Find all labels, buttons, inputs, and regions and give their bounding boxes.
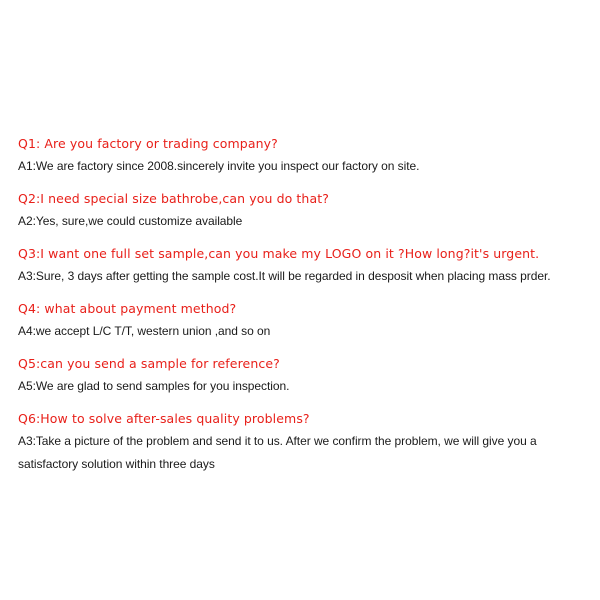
faq-question: Q4: what about payment method?: [18, 301, 237, 316]
faq-question: Q5:can you send a sample for reference?: [18, 356, 280, 371]
faq-item-q2: [18, 188, 588, 233]
faq-item-q1: [18, 133, 588, 178]
faq-answer: A3:Sure, 3 days after getting the sample cost.It will be regarded in desposit when placing mass prder.: [18, 269, 551, 283]
faq-question: Q3:I want one full set sample,can you make my LOGO on it ?How long?it's urgent.: [18, 246, 540, 261]
faq-answer: A4:we accept L/C T/T, western union ,and so on: [18, 324, 271, 338]
faq-item-q6: [18, 408, 588, 476]
faq-answer: A5:We are glad to send samples for you inspection.: [18, 379, 290, 393]
faq-question: Q1: Are you factory or trading company?: [18, 136, 278, 151]
faq-list: [18, 133, 588, 476]
faq-question: Q2:I need special size bathrobe,can you do that?: [18, 191, 329, 206]
faq-question: Q6:How to solve after-sales quality problems?: [18, 411, 310, 426]
faq-answer: A1:We are factory since 2008.sincerely invite you inspect our factory on site.: [18, 159, 420, 173]
faq-answer: A2:Yes, sure,we could customize available: [18, 214, 243, 228]
faq-item-q3: [18, 243, 588, 288]
faq-item-q4: [18, 298, 588, 343]
faq-item-q5: [18, 353, 588, 398]
faq-answer: A3:Take a picture of the problem and send it to us. After we confirm the problem, we will give you a satisfactory solution within three days: [18, 434, 537, 471]
